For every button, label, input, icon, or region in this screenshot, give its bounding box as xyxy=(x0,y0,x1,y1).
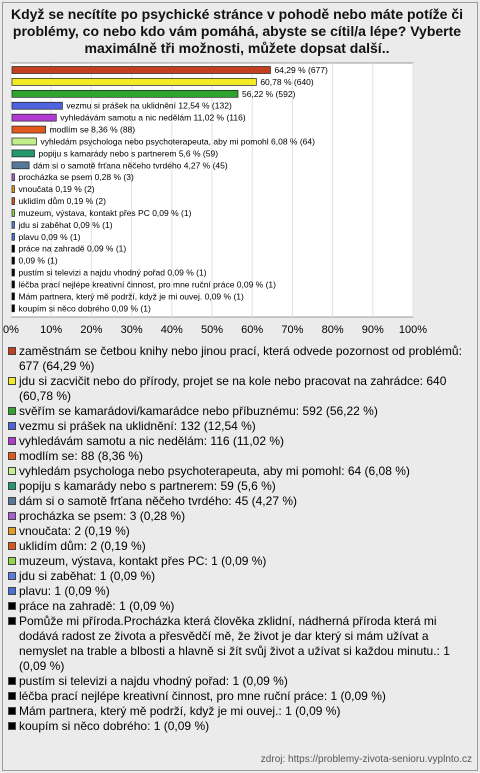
x-tick-label: 0% xyxy=(3,324,19,336)
bar xyxy=(12,305,15,312)
bar-chart xyxy=(0,0,480,340)
legend-text: svěřím se kamarádovi/kamarádce nebo příbuznému: 592 (56,22 %) xyxy=(19,404,378,418)
legend-item xyxy=(8,539,470,554)
bar-label: Mám partnera, který mě podrží, když je mi ouvej. 0,09 % (1) xyxy=(18,291,244,302)
legend-text: vezmu si prášek na uklidnění: 132 (12,54 %) xyxy=(19,419,256,433)
legend-swatch xyxy=(8,707,16,715)
legend-swatch xyxy=(8,692,16,700)
x-tick-label: 30% xyxy=(120,324,143,336)
bar-label: koupím si něco dobrého 0,09 % (1) xyxy=(18,303,151,314)
legend-text: vnoučata: 2 (0,19 %) xyxy=(19,524,130,538)
legend-swatch xyxy=(8,587,16,595)
bar xyxy=(12,126,46,133)
legend-text: pustím si televizi a najdu vhodný pořad: 1 (0,09 %) xyxy=(19,674,288,688)
legend-text: Mám partnera, který mě podrží, když je mi ouvej.: 1 (0,09 %) xyxy=(19,704,341,718)
legend-text: zaměstnám se četbou knihy nebo jinou prací, která odvede pozornost od problémů: 677 (64,29 %) xyxy=(19,344,462,373)
x-tick-label: 40% xyxy=(160,324,183,336)
legend-swatch xyxy=(8,437,16,445)
legend-swatch xyxy=(8,557,16,565)
legend-text: práce na zahradě: 1 (0,09 %) xyxy=(19,599,175,613)
legend-item xyxy=(8,509,470,524)
bar-label: 56,22 % (592) xyxy=(242,88,296,99)
legend xyxy=(8,344,470,734)
x-tick-label: 50% xyxy=(200,324,224,336)
legend-swatch xyxy=(8,422,16,430)
legend-text: léčba prací nejlépe kreativní činnost, pro mne ruční práce: 1 (0,09 %) xyxy=(19,689,386,703)
chart-title: Když se necítíte po psychické stránce v pohodě nebo máte potíže či problémy, co nebo kdo vám pomáhá, abyste se cítil/a lépe? Vyberte maximálně tři možnosti, můžete dopsat další.. xyxy=(10,6,463,56)
legend-swatch xyxy=(8,497,16,505)
legend-item xyxy=(8,449,470,464)
legend-text: dám si o samotě frťana něčeho tvrdého: 45 (4,27 %) xyxy=(19,494,297,508)
bar-label: léčba prací nejlépe kreativní činnost, pro mne ruční práce 0,09 % (1) xyxy=(18,279,276,290)
legend-text: jdu si zaběhat: 1 (0,09 %) xyxy=(19,569,156,583)
legend-item xyxy=(8,599,470,614)
legend-item xyxy=(8,704,470,719)
bar xyxy=(12,293,15,300)
bar-label: muzeum, výstava, kontakt přes PC 0,09 % (1) xyxy=(18,207,192,218)
bar-label: 60,78 % (640) xyxy=(260,76,314,87)
legend-item xyxy=(8,479,470,494)
legend-item xyxy=(8,464,470,479)
legend-item xyxy=(8,584,470,599)
bar xyxy=(12,233,15,240)
bar-label: uklidím dům 0,19 % (2) xyxy=(18,196,106,207)
x-tick-label: 60% xyxy=(241,324,264,336)
bar-label: vnoučata 0,19 % (2) xyxy=(18,184,95,195)
bar-label: popiju s kamarády nebo s partnerem 5,6 % (59) xyxy=(38,148,219,159)
bar xyxy=(12,78,256,85)
x-tick-label: 100% xyxy=(398,324,428,336)
legend-text: vyhledávám samotu a nic nedělám: 116 (11,02 %) xyxy=(19,434,285,448)
bar-label: 64,29 % (677) xyxy=(274,65,328,75)
bar xyxy=(12,281,15,288)
legend-swatch xyxy=(8,407,16,415)
bar xyxy=(12,257,15,264)
legend-text: modlím se: 88 (8,36 %) xyxy=(19,449,144,463)
x-tick-label: 80% xyxy=(321,324,344,336)
legend-item xyxy=(8,689,470,704)
legend-swatch xyxy=(8,377,16,385)
legend-text: muzeum, výstava, kontakt přes PC: 1 (0,09 %) xyxy=(19,554,267,568)
bar xyxy=(12,67,270,74)
legend-item xyxy=(8,374,470,404)
bar xyxy=(12,162,29,169)
bar xyxy=(12,90,238,97)
legend-swatch xyxy=(8,347,16,355)
legend-text: uklidím dům: 2 (0,19 %) xyxy=(19,539,146,553)
bar xyxy=(12,209,15,216)
legend-swatch xyxy=(8,617,16,625)
x-tick-label: 70% xyxy=(281,324,304,336)
legend-text: procházka se psem: 3 (0,28 %) xyxy=(19,509,186,523)
legend-swatch xyxy=(8,602,16,610)
legend-item xyxy=(8,524,470,539)
bar xyxy=(12,114,56,121)
legend-text: vyhledám psychologa nebo psychoterapeuta, aby mi pomohl: 64 (6,08 %) xyxy=(19,464,410,478)
bar-label: vyhledávám samotu a nic nedělám 11,02 % (116) xyxy=(60,112,246,123)
legend-swatch xyxy=(8,677,16,685)
legend-item xyxy=(8,344,470,374)
bar xyxy=(12,174,15,181)
legend-item xyxy=(8,494,470,509)
x-tick-label: 10% xyxy=(40,324,63,336)
legend-item xyxy=(8,434,470,449)
bar-label: vezmu si prášek na uklidnění 12,54 % (132) xyxy=(66,100,232,111)
bar xyxy=(12,186,15,193)
bar-label: práce na zahradě 0,09 % (1) xyxy=(18,243,127,254)
legend-item xyxy=(8,554,470,569)
bar-label: jdu si zaběhat 0,09 % (1) xyxy=(18,219,113,230)
bar xyxy=(12,245,15,252)
legend-text: popiju s kamarády nebo s partnerem: 59 (5,6 %) xyxy=(19,479,276,493)
bar-label: dám si o samotě frťana něčeho tvrdého 4,27 % (45) xyxy=(33,160,228,171)
bar-label: procházka se psem 0,28 % (3) xyxy=(18,172,134,183)
legend-swatch xyxy=(8,512,16,520)
legend-text: koupím si něco dobrého: 1 (0,09 %) xyxy=(19,719,210,733)
legend-item xyxy=(8,404,470,419)
bar xyxy=(12,138,36,145)
bar-label: pustím si televizi a najdu vhodný pořad 0,09 % (1) xyxy=(18,267,207,278)
x-tick-label: 20% xyxy=(80,324,103,336)
legend-text: jdu si zacvičit nebo do přírody, projet se na kole nebo pracovat na zahrádce: 640 (60,78 %) xyxy=(19,374,447,403)
legend-text: Pomůže mi příroda.Procházka která člověka zklidní, nádherná příroda která mi dodává radost ze života a přesvědčí mě, že život je dar který si mám užívat a nemyslet na trable a blbosti a hlavně si žít svůj život a užívat si každou minutu.: 1 (0,09 %) xyxy=(19,614,450,673)
bar xyxy=(12,102,62,109)
legend-swatch xyxy=(8,467,16,475)
bar xyxy=(12,269,15,276)
bar-label: plavu 0,09 % (1) xyxy=(18,231,81,242)
legend-item xyxy=(8,569,470,584)
legend-item xyxy=(8,674,470,689)
legend-swatch xyxy=(8,542,16,550)
x-tick-label: 90% xyxy=(361,324,384,336)
bar xyxy=(12,198,15,205)
legend-swatch xyxy=(8,572,16,580)
legend-item xyxy=(8,719,470,734)
bar-label: modlím se 8,36 % (88) xyxy=(49,124,136,135)
legend-item xyxy=(8,614,470,674)
legend-swatch xyxy=(8,527,16,535)
legend-text: plavu: 1 (0,09 %) xyxy=(19,584,110,598)
bar xyxy=(12,221,15,228)
source-note: zdroj: https://problemy-zivota-senioru.vyplnto.cz xyxy=(260,754,472,765)
bar xyxy=(12,150,35,157)
bar-label: 0,09 % (1) xyxy=(18,255,58,266)
legend-swatch xyxy=(8,452,16,460)
legend-swatch xyxy=(8,722,16,730)
bar-label: vyhledám psychologa nebo psychoterapeuta, aby mi pomohl 6,08 % (64) xyxy=(40,136,315,147)
legend-item xyxy=(8,419,470,434)
legend-swatch xyxy=(8,482,16,490)
